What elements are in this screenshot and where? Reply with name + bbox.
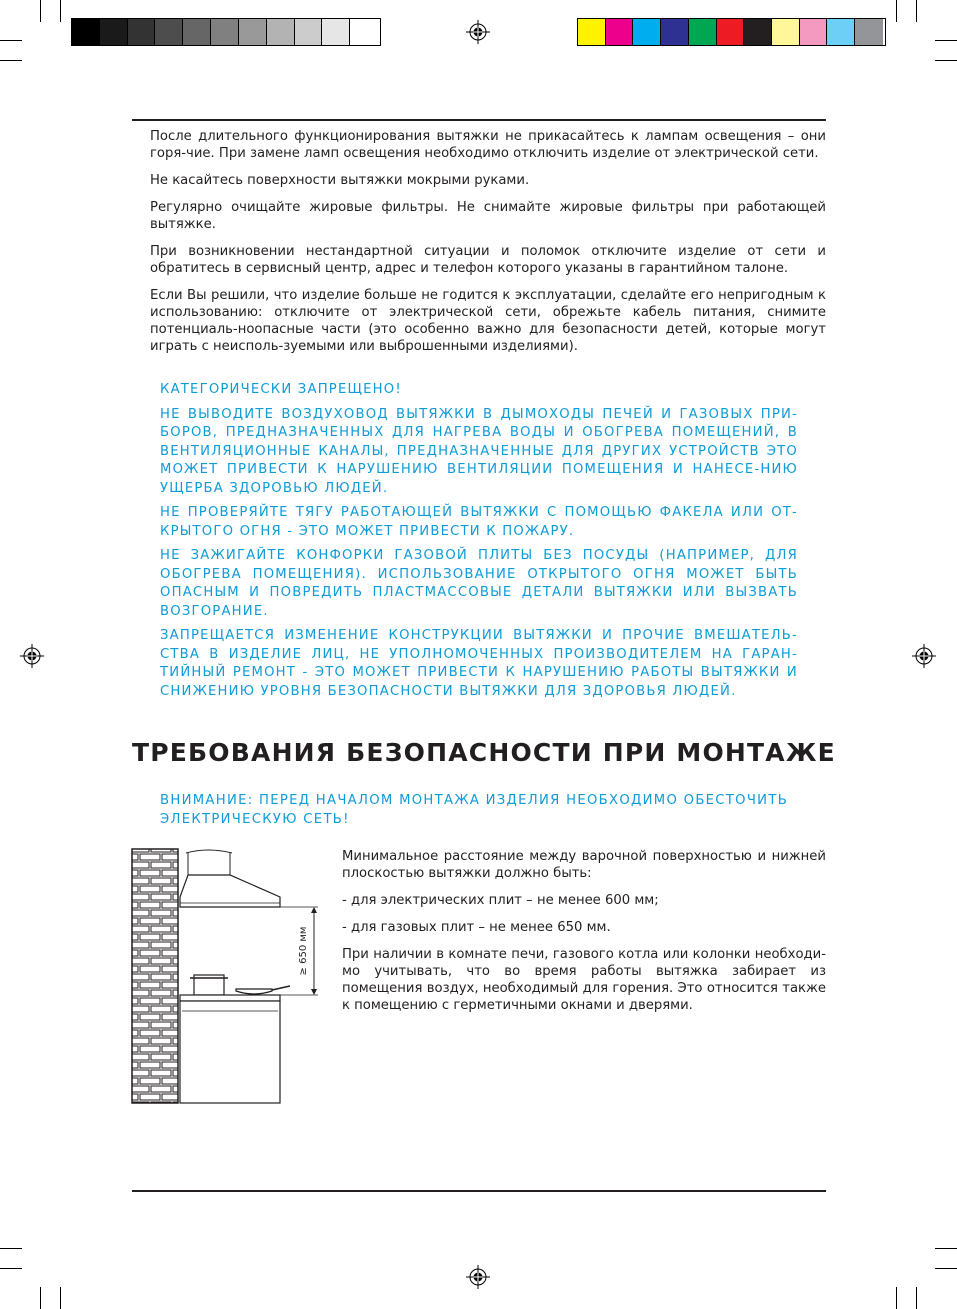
grayscale-bar [71,18,381,46]
intro-paragraph: Не касайтесь поверхности вытяжки мокрыми руками. [150,173,530,188]
color-swatch [239,19,267,45]
color-swatch [295,19,323,45]
color-swatch [661,19,689,45]
kitchen-cabinet [180,1001,280,1103]
color-swatch [800,19,828,45]
color-swatch [128,19,156,45]
prohibitions-title: КАТЕГОРИЧЕСКИ ЗАПРЕЩЕНО! [160,382,402,397]
color-swatch [211,19,239,45]
color-swatch [183,19,211,45]
brick-wall [132,849,178,1103]
color-swatch [155,19,183,45]
registration-mark-bottom-icon [466,1265,490,1289]
color-swatch [578,19,606,45]
color-swatch [744,19,772,45]
color-swatch [633,19,661,45]
section-heading: ТРЕБОВАНИЯ БЕЗОПАСНОСТИ ПРИ МОНТАЖЕ [132,738,836,767]
registration-mark-top-icon [466,20,490,44]
top-rule [132,119,826,121]
prohibition-item: ЗАПРЕЩАЕТСЯ ИЗМЕНЕНИЕ КОНСТРУКЦИИ ВЫТЯЖКИ И ПРОЧИЕ ВМЕШАТЕЛЬ-СТВА В ИЗДЕЛИЕ ЛИЦ, НЕ УПОЛНОМОЧЕННЫХ ПРОИЗВОДИТЕЛЕМ НА ГАРАН-ТИЙНЫЙ РЕМОНТ - ЭТО МОЖЕТ ПРИВЕСТИ К НАРУШЕНИЮ РАБОТЫ ВЫТЯЖКИ И СНИЖЕНИЮ УРОВНЯ БЕЗОПАСНОСТИ ВЫТЯЖКИ ДЛЯ ЗДОРОВЬЯ ЛЮДЕЙ. [160,628,798,699]
color-swatch [350,19,378,45]
installation-paragraph: - для газовых плит – не менее 650 мм. [342,920,611,935]
registration-mark-left-icon [20,644,44,668]
intro-paragraph: Регулярно очищайте жировые фильтры. Не снимайте жировые фильтры при работающей вытяжке. [150,200,826,232]
intro-text [150,128,826,365]
color-swatch [606,19,634,45]
color-swatch [322,19,350,45]
range-hood [180,875,280,907]
color-swatch [772,19,800,45]
intro-paragraph: Если Вы решили, что изделие больше не годится к эксплуатации, сделайте его непригодным к использованию: отключите от электрической сети, обрежьте кабель питания, снимите потенциаль-ноопасные части (это особенно важно для безопасности детей, которые могут играть с неисполь-зуемыми или выброшенными изделиями). [150,288,826,354]
prohibition-item: НЕ ЗАЖИГАЙТЕ КОНФОРКИ ГАЗОВОЙ ПЛИТЫ БЕЗ ПОСУДЫ (НАПРИМЕР, ДЛЯ ОБОГРЕВА ПОМЕЩЕНИЯ). ИСПОЛЬЗОВАНИЕ ОТКРЫТОГО ОГНЯ МОЖЕТ БЫТЬ ОПАСНЫМ И ПОВРЕДИТЬ ПЛАСТМАССОВЫЕ ДЕТАЛИ ВЫТЯЖКИ ИЛИ ВЫЗВАТЬ ВОЗГОРАНИЕ. [160,548,798,619]
installation-paragraph: При наличии в комнате печи, газового котла или колонки необходи-мо учитывать, что во время работы вытяжка забирает из помещения воздух, необходимый для горения. Это относится также к помещению с герметичными окнами и дверями. [342,947,826,1013]
cooktop [180,995,280,1001]
color-swatch [267,19,295,45]
bottom-rule [132,1190,826,1192]
color-swatch [100,19,128,45]
color-swatch [855,19,883,45]
color-swatch [717,19,745,45]
prohibitions-block [160,381,798,707]
attention-note: ВНИМАНИЕ: ПЕРЕД НАЧАЛОМ МОНТАЖА ИЗДЕЛИЯ НЕОБХОДИМО ОБЕСТОЧИТЬ ЭЛЕКТРИЧЕСКУЮ СЕТЬ! [160,793,789,827]
distance-label: ≥ 650 мм [298,926,309,976]
intro-paragraph: После длительного функционирования вытяжки не прикасайтесь к лампам освещения – они горя-чие. При замене ламп освещения необходимо отключить изделие от электрической сети. [150,129,826,161]
color-swatch [72,19,100,45]
color-bar [577,18,886,46]
installation-paragraph: - для электрических плит – не менее 600 мм; [342,893,659,908]
installation-text [342,848,826,1024]
intro-paragraph: При возникновении нестандартной ситуации и поломок отключите изделие от сети и обратитесь в сервисный центр, адрес и телефон которого указаны в гарантийном талоне. [150,244,826,276]
prohibition-item: НЕ ВЫВОДИТЕ ВОЗДУХОВОД ВЫТЯЖКИ В ДЫМОХОДЫ ПЕЧЕЙ И ГАЗОВЫХ ПРИ-БОРОВ, ПРЕДНАЗНАЧЕННЫХ ДЛЯ НАГРЕВА ВОДЫ И ОБОГРЕВА ПОМЕЩЕНИЙ, В ВЕНТИЛЯЦИОННЫЕ КАНАЛЫ, ПРЕДНАЗНАЧЕННЫЕ ДЛЯ ДРУГИХ УСТРОЙСТВ ЭТО МОЖЕТ ПРИВЕСТИ К НАРУШЕНИЮ ВЕНТИЛЯЦИИ ПОМЕЩЕНИЯ И НАНЕСЕ-НИЮ УЩЕРБА ЗДОРОВЬЮ ЛЮДЕЙ. [160,406,798,496]
installation-paragraph: Минимальное расстояние между варочной поверхностью и нижней плоскостью вытяжки должно быть: [342,849,826,881]
prohibition-item: НЕ ПРОВЕРЯЙТЕ ТЯГУ РАБОТАЮЩЕЙ ВЫТЯЖКИ С ПОМОЩЬЮ ФАКЕЛА ИЛИ ОТ-КРЫТОГО ОГНЯ - ЭТО МОЖЕТ ПРИВЕСТИ К ПОЖАРУ. [160,505,798,539]
color-swatch [827,19,855,45]
registration-mark-right-icon [912,644,936,668]
installation-diagram [128,845,328,1107]
pan [236,989,272,994]
color-swatch [689,19,717,45]
